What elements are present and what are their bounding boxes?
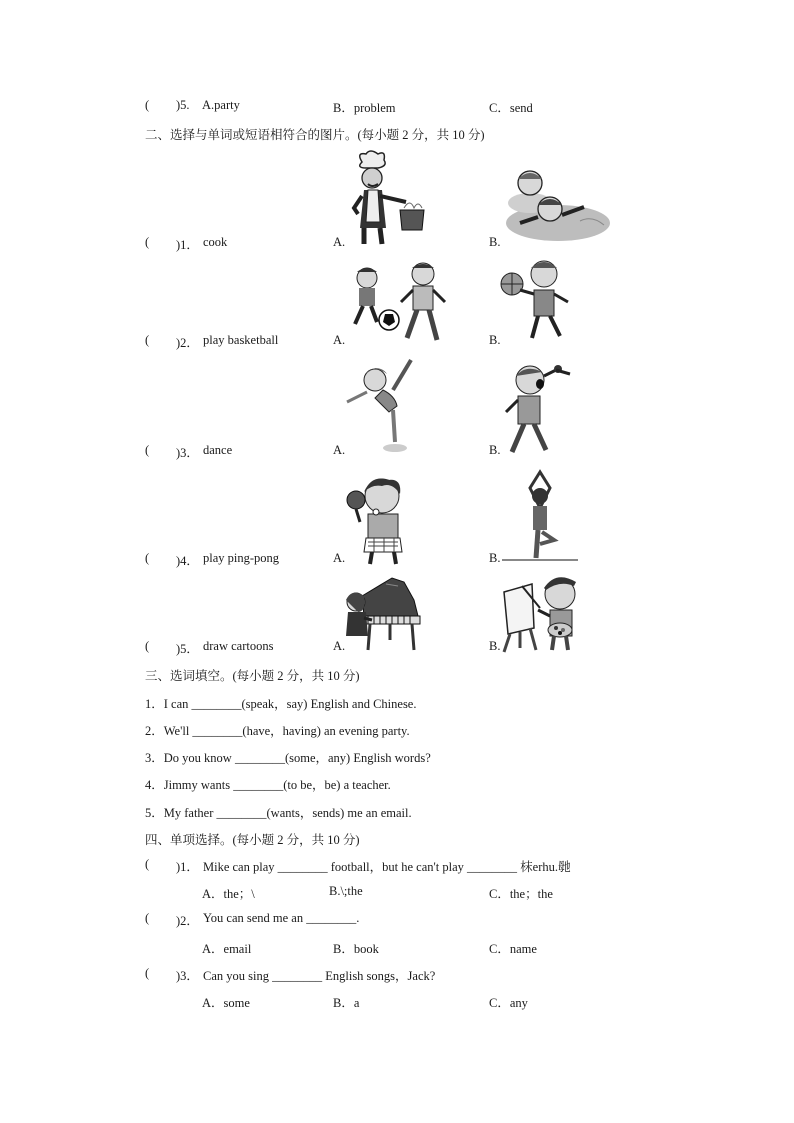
question-text: draw cartoons [203,639,274,653]
option-b[interactable]: B．a [333,996,360,1010]
question-number: )1． [176,860,199,874]
person-yoga-image[interactable] [500,468,580,564]
option-a-label[interactable]: A. [333,551,346,565]
question-text: play ping-pong [203,551,280,565]
option-b[interactable]: B．problem [333,101,396,115]
boy-with-basketball-image[interactable] [500,258,576,346]
question-text: play basketball [203,333,279,347]
question-number: )4． [176,554,199,568]
kids-swimming-image[interactable] [500,165,612,245]
paren-open: ( [145,966,150,980]
question-stem: Mike can play ________ football，but he can't play ________ 枺erhu.毑 [203,860,571,874]
option-b[interactable]: B．book [333,942,379,956]
paren-open: ( [145,911,150,925]
girl-dancing-image[interactable] [345,356,415,456]
paren-open: ( [145,333,150,347]
paren-open: ( [145,235,150,249]
question-number: )5． [176,642,199,656]
boys-playing-soccer-image[interactable] [345,262,455,346]
section3-heading: 三、选词填空。(每小题 2 分，共 10 分) [145,669,360,683]
answer-blank[interactable]: ________ [234,751,285,765]
option-a-label[interactable]: A. [333,235,346,249]
option-a-label[interactable]: A. [333,639,346,653]
answer-blank[interactable]: ________ [467,860,518,874]
answer-blank[interactable]: ________ [277,860,328,874]
question-number: )3． [176,969,199,983]
fill-in-item: 2．We'll ________(have，having) an evening party. [145,724,410,738]
paren-open: ( [145,857,150,871]
boy-painting-image[interactable] [500,572,582,654]
question-text: cook [203,235,228,249]
option-b-label[interactable]: B. [489,235,501,249]
option-c[interactable]: C．send [489,101,533,115]
answer-blank[interactable]: ________ [191,697,242,711]
option-b-label[interactable]: B. [489,333,501,347]
fill-in-item: 3．Do you know ________(some，any) English words? [145,751,431,765]
answer-blank[interactable]: ________ [216,806,267,820]
option-a[interactable]: A．email [202,942,252,956]
answer-blank[interactable]: ________ [192,724,243,738]
question-number: )3． [176,446,199,460]
question-number: )5. [176,98,190,112]
option-a[interactable]: A.party [202,98,240,112]
option-a[interactable]: A．the；\ [202,887,255,901]
paren-open: ( [145,98,150,112]
question-text: dance [203,443,233,457]
option-a-label[interactable]: A. [333,333,346,347]
paren-open: ( [145,639,150,653]
fill-in-item: 1．I can ________(speak，say) English and Chinese. [145,697,417,711]
option-b-label[interactable]: B. [489,551,501,565]
boy-ping-pong-image[interactable] [346,474,412,566]
chef-cooking-image[interactable] [348,150,428,246]
option-a-label[interactable]: A. [333,443,346,457]
boy-singing-image[interactable] [500,362,576,456]
fill-in-item: 5．My father ________(wants，sends) me an email. [145,806,412,820]
question-stem: You can send me an ________. [203,911,360,925]
question-number: )1． [176,238,199,252]
answer-blank[interactable]: ________ [306,911,357,925]
fill-in-item: 4．Jimmy wants ________(to be，be) a teacher. [145,778,391,792]
girl-piano-image[interactable] [342,576,422,654]
question-number: )2． [176,914,199,928]
answer-blank[interactable]: ________ [272,969,323,983]
option-c[interactable]: C．any [489,996,528,1010]
answer-blank[interactable]: ________ [233,778,284,792]
question-number: )2． [176,336,199,350]
section4-heading: 四、单项选择。(每小题 2 分，共 10 分) [145,833,360,847]
paren-open: ( [145,443,150,457]
option-a[interactable]: A．some [202,996,250,1010]
option-b[interactable]: B.\;the [329,884,363,898]
option-b-label[interactable]: B. [489,443,501,457]
option-c[interactable]: C．name [489,942,537,956]
paren-open: ( [145,551,150,565]
option-b-label[interactable]: B. [489,639,501,653]
section2-heading: 二、选择与单词或短语相符合的图片。(每小题 2 分，共 10 分) [145,128,485,142]
question-stem: Can you sing ________ English songs，Jack? [203,969,436,983]
option-c[interactable]: C．the；the [489,887,553,901]
